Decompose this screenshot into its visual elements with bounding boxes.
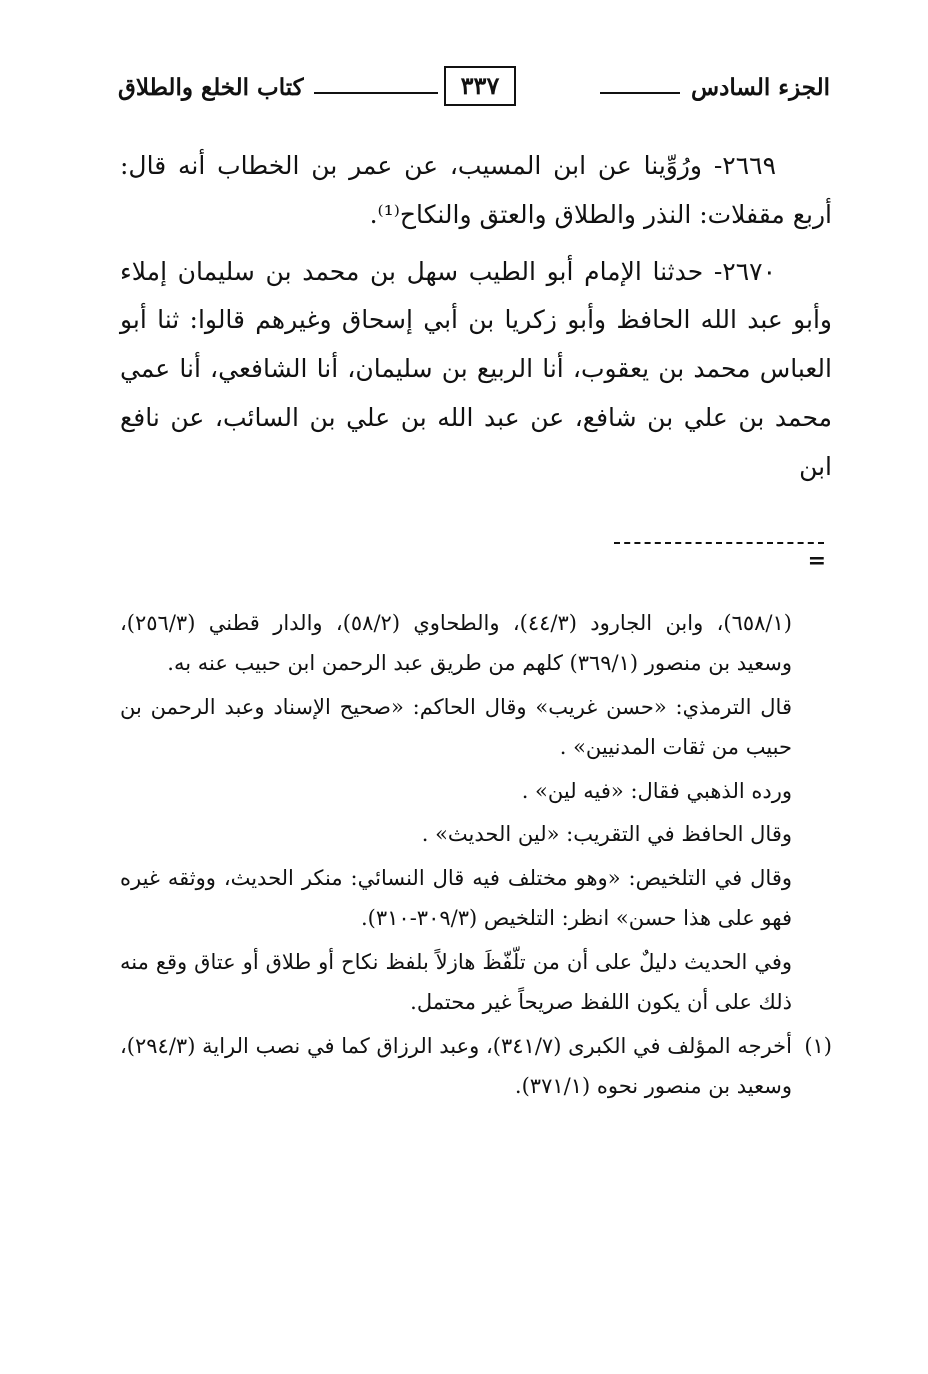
footnote-continued-line: قال الترمذي: «حسن غريب» وقال الحاكم: «صحيح الإسناد وعبد الرحمن بن حبيب من ثقات المدنيين» .: [120, 694, 792, 759]
footnote-separator: [614, 542, 824, 544]
footnotes: [120, 604, 832, 1111]
header-rule-right: [600, 92, 680, 94]
page-number: ٣٣٧: [444, 66, 516, 106]
footnote-continued-line: ورده الذهبي فقال: «فيه لين» .: [521, 778, 792, 803]
book-title: كتاب الخلع والطلاق: [118, 74, 304, 101]
volume-label: الجزء السادس: [691, 74, 830, 101]
footnote-marker: (١): [804, 1033, 832, 1058]
footnote-1: [120, 1027, 832, 1107]
running-header: [118, 62, 830, 112]
footnote-continued-line: وقال الحافظ في التقريب: «لين الحديث» .: [421, 822, 792, 847]
footnote-continued-line: وفي الحديث دليلٌ على أن من تلّفّظَ هازلاً بلفظ نكاح أو طلاق أو عتاق وقع منه ذلك على أن يكون اللفظ صريحاً غير محتمل.: [120, 950, 792, 1015]
header-rule-left: [314, 92, 438, 94]
hadith-2670: ٢٦٧٠- حدثنا الإمام أبو الطيب سهل بن محمد بن سليمان إملاء وأبو عبد الله الحافظ وأبو زكريا بن أبي إسحاق وغيرهم قالوا: ثنا أبو العباس محمد بن يعقوب، أنا الربيع بن سليمان، أنا الشافعي، أنا عمي محمد بن علي بن شافع، عن عبد الله بن علي بن السائب، عن نافع ابن: [120, 256, 832, 481]
footnote-continued-line: وقال في التلخيص: «وهو مختلف فيه قال النسائي: منكر الحديث، ووثقه غيره فهو على هذا حسن» انظر: التلخيص (٣٠٩/٣-٣١٠).: [120, 866, 792, 931]
footnote-1-text: أخرجه المؤلف في الكبرى (٣٤١/٧)، وعبد الرزاق كما في نصب الراية (٢٩٤/٣)، وسعيد بن منصور نحوه (٣٧١/١).: [120, 1033, 792, 1098]
main-text: [120, 142, 832, 499]
footnote-continued-line: (٦٥٨/١)، وابن الجارود (٤٤/٣)، والطحاوي (٥٨/٢)، والدار قطني (٢٥٦/٣)، وسعيد بن منصور (٣٦٩/١) كلهم من طريق عبد الرحمن ابن حبيب عنه به.: [120, 611, 792, 675]
continuation-mark: =: [807, 548, 826, 574]
hadith-2669: ٢٦٦٩- ورُوِّينا عن ابن المسيب، عن عمر بن الخطاب أنه قال: أربع مقفلات: النذر والطلاق والعتق والنكاح⁽¹⁾.: [120, 151, 832, 229]
